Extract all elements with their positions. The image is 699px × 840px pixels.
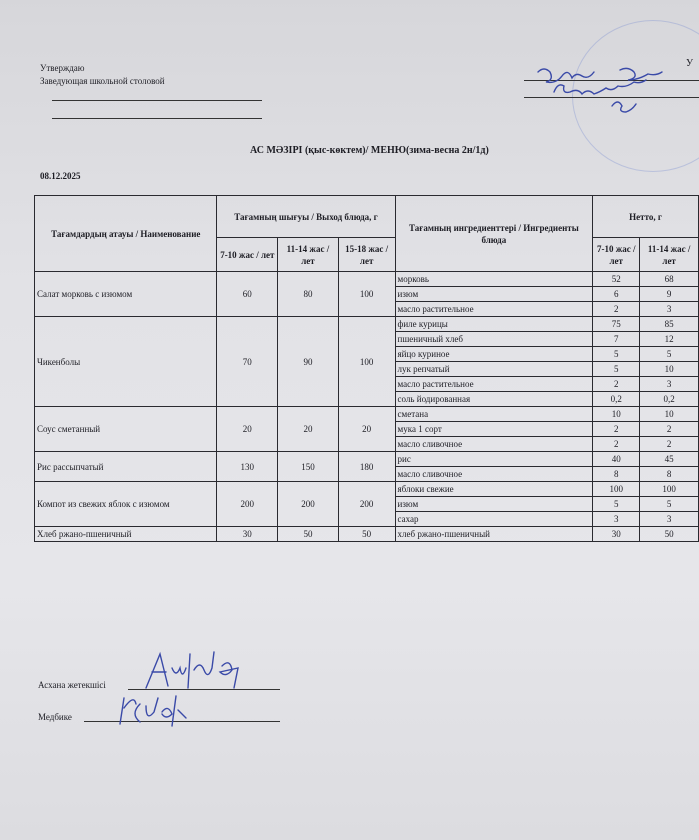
dish-name-cell: Салат морковь с изюмом bbox=[35, 272, 217, 317]
netto-11-14-cell: 85 bbox=[640, 317, 699, 332]
menu-date: 08.12.2025 bbox=[40, 171, 81, 181]
ingredient-name-cell: пшеничный хлеб bbox=[395, 332, 593, 347]
yield-15-18-cell: 20 bbox=[338, 407, 395, 452]
header-yield: Тағамның шығуы / Выход блюда, г bbox=[217, 196, 395, 238]
ingredient-name-cell: масло растительное bbox=[395, 302, 593, 317]
table-row bbox=[35, 527, 699, 542]
yield-11-14-cell: 20 bbox=[278, 407, 339, 452]
header-dish-name: Тағамдардың атауы / Наименование bbox=[35, 196, 217, 272]
netto-7-10-cell: 7 bbox=[593, 332, 640, 347]
netto-11-14-cell: 3 bbox=[640, 512, 699, 527]
dish-name-cell: Хлеб ржано-пшеничный bbox=[35, 527, 217, 542]
netto-7-10-cell: 0,2 bbox=[593, 392, 640, 407]
yield-11-14-cell: 50 bbox=[278, 527, 339, 542]
ingredient-name-cell: масло сливочное bbox=[395, 437, 593, 452]
netto-11-14-cell: 50 bbox=[640, 527, 699, 542]
yield-7-10-cell: 30 bbox=[217, 527, 278, 542]
ingredient-name-cell: сметана bbox=[395, 407, 593, 422]
ingredient-name-cell: яблоки свежие bbox=[395, 482, 593, 497]
yield-7-10-cell: 20 bbox=[217, 407, 278, 452]
yield-7-10-cell: 200 bbox=[217, 482, 278, 527]
netto-7-10-cell: 52 bbox=[593, 272, 640, 287]
header-netto-age-11-14: 11-14 жас / лет bbox=[640, 238, 699, 272]
page-title: АС МӘЗІРІ (қыс-көктем)/ МЕНЮ(зима-весна 2н/1д) bbox=[250, 145, 489, 156]
netto-7-10-cell: 2 bbox=[593, 437, 640, 452]
yield-15-18-cell: 50 bbox=[338, 527, 395, 542]
netto-7-10-cell: 100 bbox=[593, 482, 640, 497]
table-row bbox=[35, 407, 699, 422]
netto-11-14-cell: 5 bbox=[640, 347, 699, 362]
netto-11-14-cell: 3 bbox=[640, 302, 699, 317]
menu-table bbox=[34, 195, 699, 542]
netto-7-10-cell: 10 bbox=[593, 407, 640, 422]
dish-name-cell: Компот из свежих яблок с изюмом bbox=[35, 482, 217, 527]
approval-line-2: Заведующая школьной столовой bbox=[40, 76, 165, 86]
netto-11-14-cell: 12 bbox=[640, 332, 699, 347]
netto-11-14-cell: 3 bbox=[640, 377, 699, 392]
netto-11-14-cell: 0,2 bbox=[640, 392, 699, 407]
netto-7-10-cell: 5 bbox=[593, 497, 640, 512]
ingredient-name-cell: масло сливочное bbox=[395, 467, 593, 482]
netto-7-10-cell: 2 bbox=[593, 377, 640, 392]
yield-11-14-cell: 80 bbox=[278, 272, 339, 317]
netto-11-14-cell: 5 bbox=[640, 497, 699, 512]
netto-11-14-cell: 2 bbox=[640, 437, 699, 452]
yield-15-18-cell: 100 bbox=[338, 317, 395, 407]
yield-11-14-cell: 90 bbox=[278, 317, 339, 407]
header-age-11-14: 11-14 жас / лет bbox=[278, 238, 339, 272]
yield-11-14-cell: 200 bbox=[278, 482, 339, 527]
ingredient-name-cell: изюм bbox=[395, 497, 593, 512]
ingredient-name-cell: яйцо куриное bbox=[395, 347, 593, 362]
netto-11-14-cell: 10 bbox=[640, 407, 699, 422]
header-netto-age-7-10: 7-10 жас / лет bbox=[593, 238, 640, 272]
yield-15-18-cell: 180 bbox=[338, 452, 395, 482]
table-row bbox=[35, 272, 699, 287]
netto-7-10-cell: 40 bbox=[593, 452, 640, 467]
netto-7-10-cell: 30 bbox=[593, 527, 640, 542]
netto-11-14-cell: 45 bbox=[640, 452, 699, 467]
netto-11-14-cell: 2 bbox=[640, 422, 699, 437]
ingredient-name-cell: морковь bbox=[395, 272, 593, 287]
cook-label: Асхана жетекшісі bbox=[38, 680, 106, 690]
yield-15-18-cell: 100 bbox=[338, 272, 395, 317]
nurse-label: Медбике bbox=[38, 712, 72, 722]
ingredient-name-cell: соль йодированная bbox=[395, 392, 593, 407]
netto-7-10-cell: 5 bbox=[593, 362, 640, 377]
header-ingredients: Тағамның ингредиенттері / Ингредиенты блюда bbox=[395, 196, 593, 272]
table-row bbox=[35, 452, 699, 467]
header-netto: Нетто, г bbox=[593, 196, 699, 238]
ingredient-name-cell: филе курицы bbox=[395, 317, 593, 332]
approval-block bbox=[40, 62, 165, 88]
netto-11-14-cell: 68 bbox=[640, 272, 699, 287]
dish-name-cell: Чикенболы bbox=[35, 317, 217, 407]
ingredient-name-cell: рис bbox=[395, 452, 593, 467]
yield-15-18-cell: 200 bbox=[338, 482, 395, 527]
ingredient-name-cell: лук репчатый bbox=[395, 362, 593, 377]
netto-7-10-cell: 2 bbox=[593, 422, 640, 437]
ingredient-name-cell: изюм bbox=[395, 287, 593, 302]
netto-7-10-cell: 6 bbox=[593, 287, 640, 302]
netto-7-10-cell: 8 bbox=[593, 467, 640, 482]
approval-right-letter: У bbox=[686, 58, 694, 69]
netto-7-10-cell: 2 bbox=[593, 302, 640, 317]
netto-7-10-cell: 3 bbox=[593, 512, 640, 527]
table-row bbox=[35, 482, 699, 497]
ingredient-name-cell: мука 1 сорт bbox=[395, 422, 593, 437]
dish-name-cell: Соус сметанный bbox=[35, 407, 217, 452]
approval-name-line bbox=[52, 118, 262, 119]
header-age-15-18: 15-18 жас / лет bbox=[338, 238, 395, 272]
netto-11-14-cell: 8 bbox=[640, 467, 699, 482]
yield-7-10-cell: 60 bbox=[217, 272, 278, 317]
yield-7-10-cell: 70 bbox=[217, 317, 278, 407]
approval-signature-line bbox=[52, 100, 262, 101]
director-handwritten-signature bbox=[520, 60, 699, 130]
netto-11-14-cell: 9 bbox=[640, 287, 699, 302]
netto-11-14-cell: 10 bbox=[640, 362, 699, 377]
netto-7-10-cell: 75 bbox=[593, 317, 640, 332]
table-row bbox=[35, 317, 699, 332]
header-age-7-10: 7-10 жас / лет bbox=[217, 238, 278, 272]
ingredient-name-cell: хлеб ржано-пшеничный bbox=[395, 527, 593, 542]
ingredient-name-cell: масло растительное bbox=[395, 377, 593, 392]
netto-11-14-cell: 100 bbox=[640, 482, 699, 497]
approval-line-1: Утверждаю bbox=[40, 63, 85, 73]
yield-7-10-cell: 130 bbox=[217, 452, 278, 482]
netto-7-10-cell: 5 bbox=[593, 347, 640, 362]
yield-11-14-cell: 150 bbox=[278, 452, 339, 482]
nurse-handwritten-signature bbox=[112, 690, 192, 734]
dish-name-cell: Рис рассыпчатый bbox=[35, 452, 217, 482]
ingredient-name-cell: сахар bbox=[395, 512, 593, 527]
cook-handwritten-signature bbox=[138, 648, 258, 694]
